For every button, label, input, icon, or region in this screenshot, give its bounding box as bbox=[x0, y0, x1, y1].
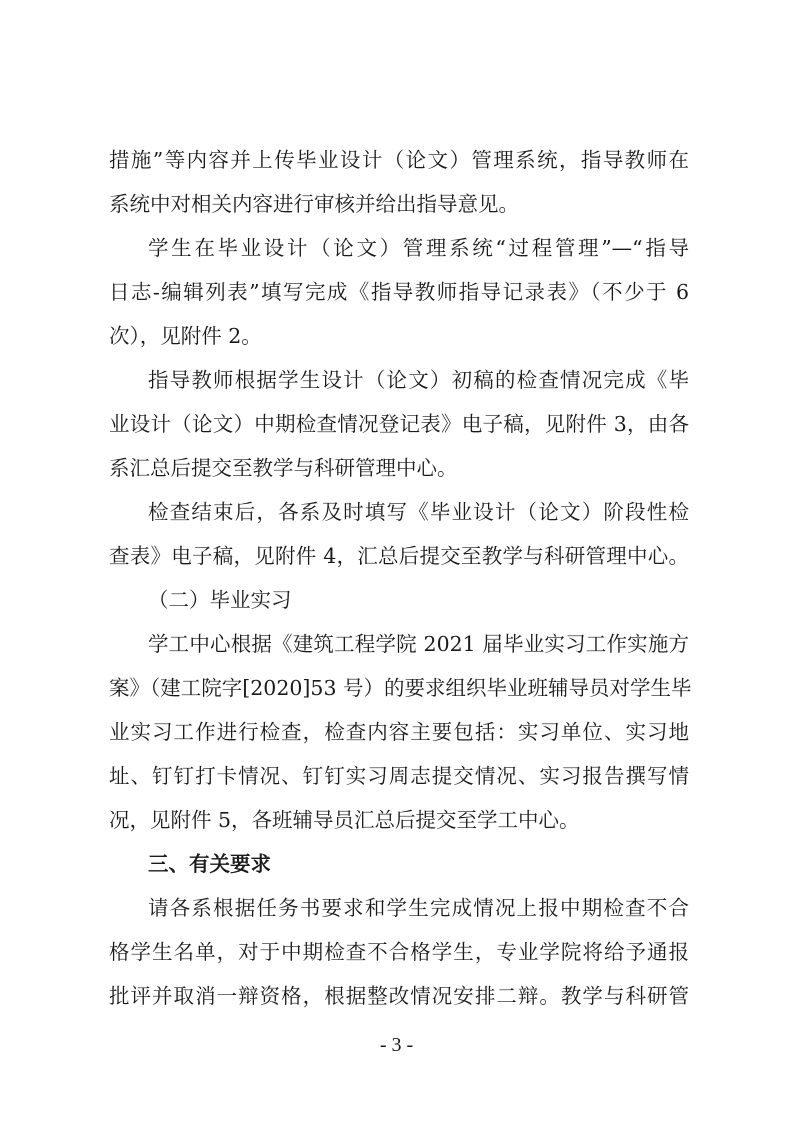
paragraph-line: 查表》电子稿，见附件 4，汇总后提交至教学与科研管理中心。 bbox=[109, 544, 689, 568]
paragraph-line: 请各系根据任务书要求和学生完成情况上报中期检查不合 bbox=[148, 896, 689, 920]
section-subheading: （二）毕业实习 bbox=[148, 588, 292, 612]
paragraph-line: 格学生名单，对于中期检查不合格学生，专业学院将给予通报 bbox=[109, 940, 689, 964]
paragraph-line: 案》（建工院字[2020]53 号）的要求组织毕业班辅导员对学生毕 bbox=[109, 676, 692, 700]
paragraph-line: 检查结束后，各系及时填写《毕业设计（论文）阶段性检 bbox=[148, 500, 689, 524]
paragraph-line: 业设计（论文）中期检查情况登记表》电子稿，见附件 3，由各 bbox=[109, 412, 689, 436]
paragraph-line: 日志-编辑列表”填写完成《指导教师指导记录表》（不少于 6 bbox=[109, 280, 689, 304]
paragraph-line: 业实习工作进行检查，检查内容主要包括：实习单位、实习地 bbox=[109, 720, 689, 744]
paragraph-line: 系汇总后提交至教学与科研管理中心。 bbox=[109, 456, 458, 480]
page-number: - 3 - bbox=[379, 1034, 414, 1056]
paragraph-line: 址、钉钉打卡情况、钉钉实习周志提交情况、实习报告撰写情 bbox=[109, 764, 689, 788]
paragraph-line: 系统中对相关内容进行审核并给出指导意见。 bbox=[109, 192, 519, 216]
paragraph-line: 指导教师根据学生设计（论文）初稿的检查情况完成《毕 bbox=[148, 368, 689, 392]
paragraph-line: 学工中心根据《建筑工程学院 2021 届毕业实习工作实施方 bbox=[148, 632, 689, 656]
section-heading: 三、有关要求 bbox=[148, 852, 271, 876]
paragraph-line: 措施”等内容并上传毕业设计（论文）管理系统，指导教师在 bbox=[109, 148, 689, 172]
paragraph-line: 况，见附件 5，各班辅导员汇总后提交至学工中心。 bbox=[109, 808, 580, 832]
paragraph-line: 次），见附件 2。 bbox=[109, 324, 262, 348]
paragraph-line: 学生在毕业设计（论文）管理系统“过程管理”—“指导 bbox=[148, 236, 689, 260]
paragraph-line: 批评并取消一辩资格，根据整改情况安排二辩。教学与科研管 bbox=[109, 984, 689, 1008]
